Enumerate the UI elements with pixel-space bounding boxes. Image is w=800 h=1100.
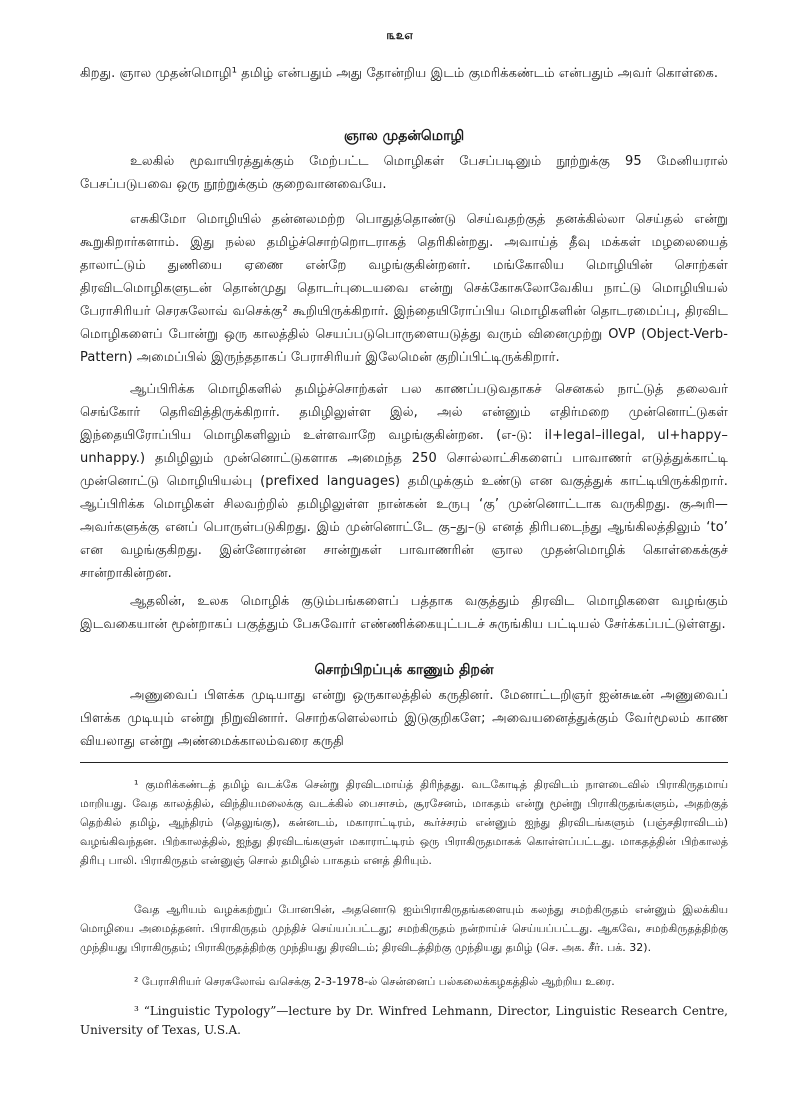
- section-heading-etymology-skill: சொற்பிறப்புக் காணும் திறன்: [314, 662, 494, 678]
- section1-paragraph-block-4: [80, 590, 728, 636]
- body-paragraph: எசுகிமோ மொழியில் தன்னலமற்ற பொதுத்தொண்டு செய்வதற்குத் தனக்கில்லா செய்தல் என்று கூறுகிறார்களாம். இது நல்ல தமிழ்ச்சொற்றொடராகத் தெரிகின்றது. அவாய்த் தீவு மக்கள் மழலையைத் தாலாட்டும் துணியை ஏணை என்றே வழங்குகின்றனர். மங்கோலிய மொழியின் சொற்கள் திரவிடமொழிகளுடன் தொன்முது தொடர்புடையவை என்று செக்கோசுலோவேகிய நாட்டு மொழியியல் பேராசிரியர் செரசுலோவ் வசெக்கு² கூறியிருக்கிறார். இந்தையிரோப்பிய மொழிகளின் தொடரமைப்பு, திரவிட மொழிகளைப் போன்று ஒரு காலத்தில் செயப்படுபொருளையடுத்து வரும் வினைமுற்று OVP (Object-Verb-Pattern) அமைப்பில் இருந்ததாகப் பேராசிரியர் இலேமென் குறிப்பிட்டிருக்கிறார்.: [80, 212, 728, 365]
- footnote-1-part-b: வேத ஆரியம் வழக்கற்றுப் போனபின், அதனொடு ஐம்பிராகிருதங்களையும் கலந்து சமற்கிருதம் என்னும் இலக்கிய மொழியை அமைத்தனர். பிராகிருதம் முந்திச் செய்யப்பட்டது; சமற்கிருதம் நன்றாய்ச் செய்யப்பட்டது. ஆகவே, சமற்கிருதத்திற்கு முந்தியது பிராகிருதம்; பிராகிருதத்திற்கு முந்தியது திரவிடம்; திரவிடத்திற்கு முந்தியது தமிழ் (செ. அக. சீர். பக். 32).: [80, 903, 728, 954]
- body-paragraph: ஆப்பிரிக்க மொழிகளில் தமிழ்ச்சொற்கள் பல காணப்படுவதாகச் செனகல் நாட்டுத் தலைவர் செங்கோர் தெரிவித்திருக்கிறார். தமிழிலுள்ள இல், அல் என்னும் எதிர்மறை முன்னொட்டுகள் இந்தையிரோப்பிய மொழிகளிலும் உள்ளவாறே வழங்குகின்றன. (எ-டு: il+legal–illegal, ul+happy–unhappy.) தமிழிலும் முன்னொட்டுகளாக அமைந்த 250 சொல்லாட்சிகளைப் பாவாணர் எடுத்துக்காட்டி முன்னொட்டு மொழியியல்பு (prefixed languages) தமிழுக்கும் உண்டு என வகுத்துக் காட்டியிருக்கிறார். ஆப்பிரிக்க மொழிகள் சிலவற்றில் தமிழிலுள்ள நான்கன் உருபு ‘கு’ முன்னொட்டாக வருகிறது. குஅரி—அவர்களுக்கு எனப் பொருள்படுகிறது. இம் முன்னொட்டே கு–து–டு எனத் திரிபடைந்து ஆங்கிலத்திலும் ‘to’ என வழங்குகிறது. இன்னோரன்ன சான்றுகள் பாவாணரின் ஞால முதன்மொழிக் கொள்கைக்குச் சான்றாகின்றன.: [80, 382, 728, 581]
- footnote-1-part-a: ¹ குமரிக்கண்டத் தமிழ் வடக்கே சென்று திரவிடமாய்த் திரிந்தது. வடகோடித் திரவிடம் நாளடைவில் பிராகிருதமாய் மாறியது. வேத காலத்தில், விந்தியமலைக்கு வடக்கில் பைசாசம், சூரசேனம், மாகதம் என்று மூன்று பிராகிருதங்களும், அதற்குத் தெற்கில் தமிழ், ஆந்திரம் (தெலுங்கு), கன்னடம், மகாராட்டிரம், கூர்ச்சரம் என்னும் ஐந்து திரவிடங்களும் (பஞ்சதிராவிடம்) வழங்கிவந்தன. பிற்காலத்தில், ஐந்து திரவிடங்களுள் மகாராட்டிரம் ஒரு பிராகிருதமாகக் கொள்ளப்பட்டது. மாகதத்தின் பிற்காலத் திரிபு பாலி. பிராகிருதம் என்னுஞ் சொல் தமிழில் பாகதம் எனத் திரியும்.: [80, 778, 728, 867]
- section1-paragraph-block-1: [80, 150, 728, 196]
- section-heading-world-first-language: ஞால முதன்மொழி: [343, 128, 465, 144]
- section1-paragraph-block-3: [80, 378, 728, 585]
- intro-paragraph: கிறது. ஞால முதன்மொழி¹ தமிழ் என்பதும் அது தோன்றிய இடம் குமரிக்கண்டம் என்பதும் அவர் கொள்கை.: [80, 66, 719, 81]
- page-number: ௩௨௭: [386, 28, 414, 42]
- body-paragraph: அணுவைப் பிளக்க முடியாது என்று ஒருகாலத்தில் கருதினர். மேனாட்டறிஞர் ஐன்சுடீன் அணுவைப் பிளக்க முடியும் என்று நிறுவினார். சொற்களெல்லாம் இடுகுறிகளே; அவையனைத்துக்கும் வேர்மூலம் காண வியலாது என்று அண்மைக்காலம்வரை கருதி: [80, 688, 728, 749]
- body-paragraph: உலகில் மூவாயிரத்துக்கும் மேற்பட்ட மொழிகள் பேசப்படினும் நூற்றுக்கு 95 மேனியரால் பேசப்படுபவை ஒரு நூற்றுக்கும் குறைவானவையே.: [80, 154, 728, 192]
- footnote-divider: [80, 762, 728, 763]
- section2-paragraph-block-1: [80, 684, 728, 753]
- footnote-3: ³ “Linguistic Typology”—lecture by Dr. Winfred Lehmann, Director, Linguistic Research Centre, University of Texas, U.S.A.: [80, 1004, 728, 1037]
- body-paragraph: ஆதலின், உலக மொழிக் குடும்பங்களைப் பத்தாக வகுத்தும் திரவிட மொழிகளை வழங்கும் இடவகையான் மூன்றாகப் பகுத்தும் பேசுவோர் எண்ணிக்கையுட்படச் சுருங்கிய பட்டியல் சேர்க்கப்பட்டுள்ளது.: [80, 594, 728, 632]
- footnote-2: ² பேராசிரியர் செரசுலோவ் வசெக்கு 2-3-1978-ல் சென்னைப் பல்கலைக்கழகத்தில் ஆற்றிய உரை.: [134, 975, 615, 988]
- intro-paragraph-block: [80, 62, 728, 85]
- section1-paragraph-block-2: [80, 208, 728, 369]
